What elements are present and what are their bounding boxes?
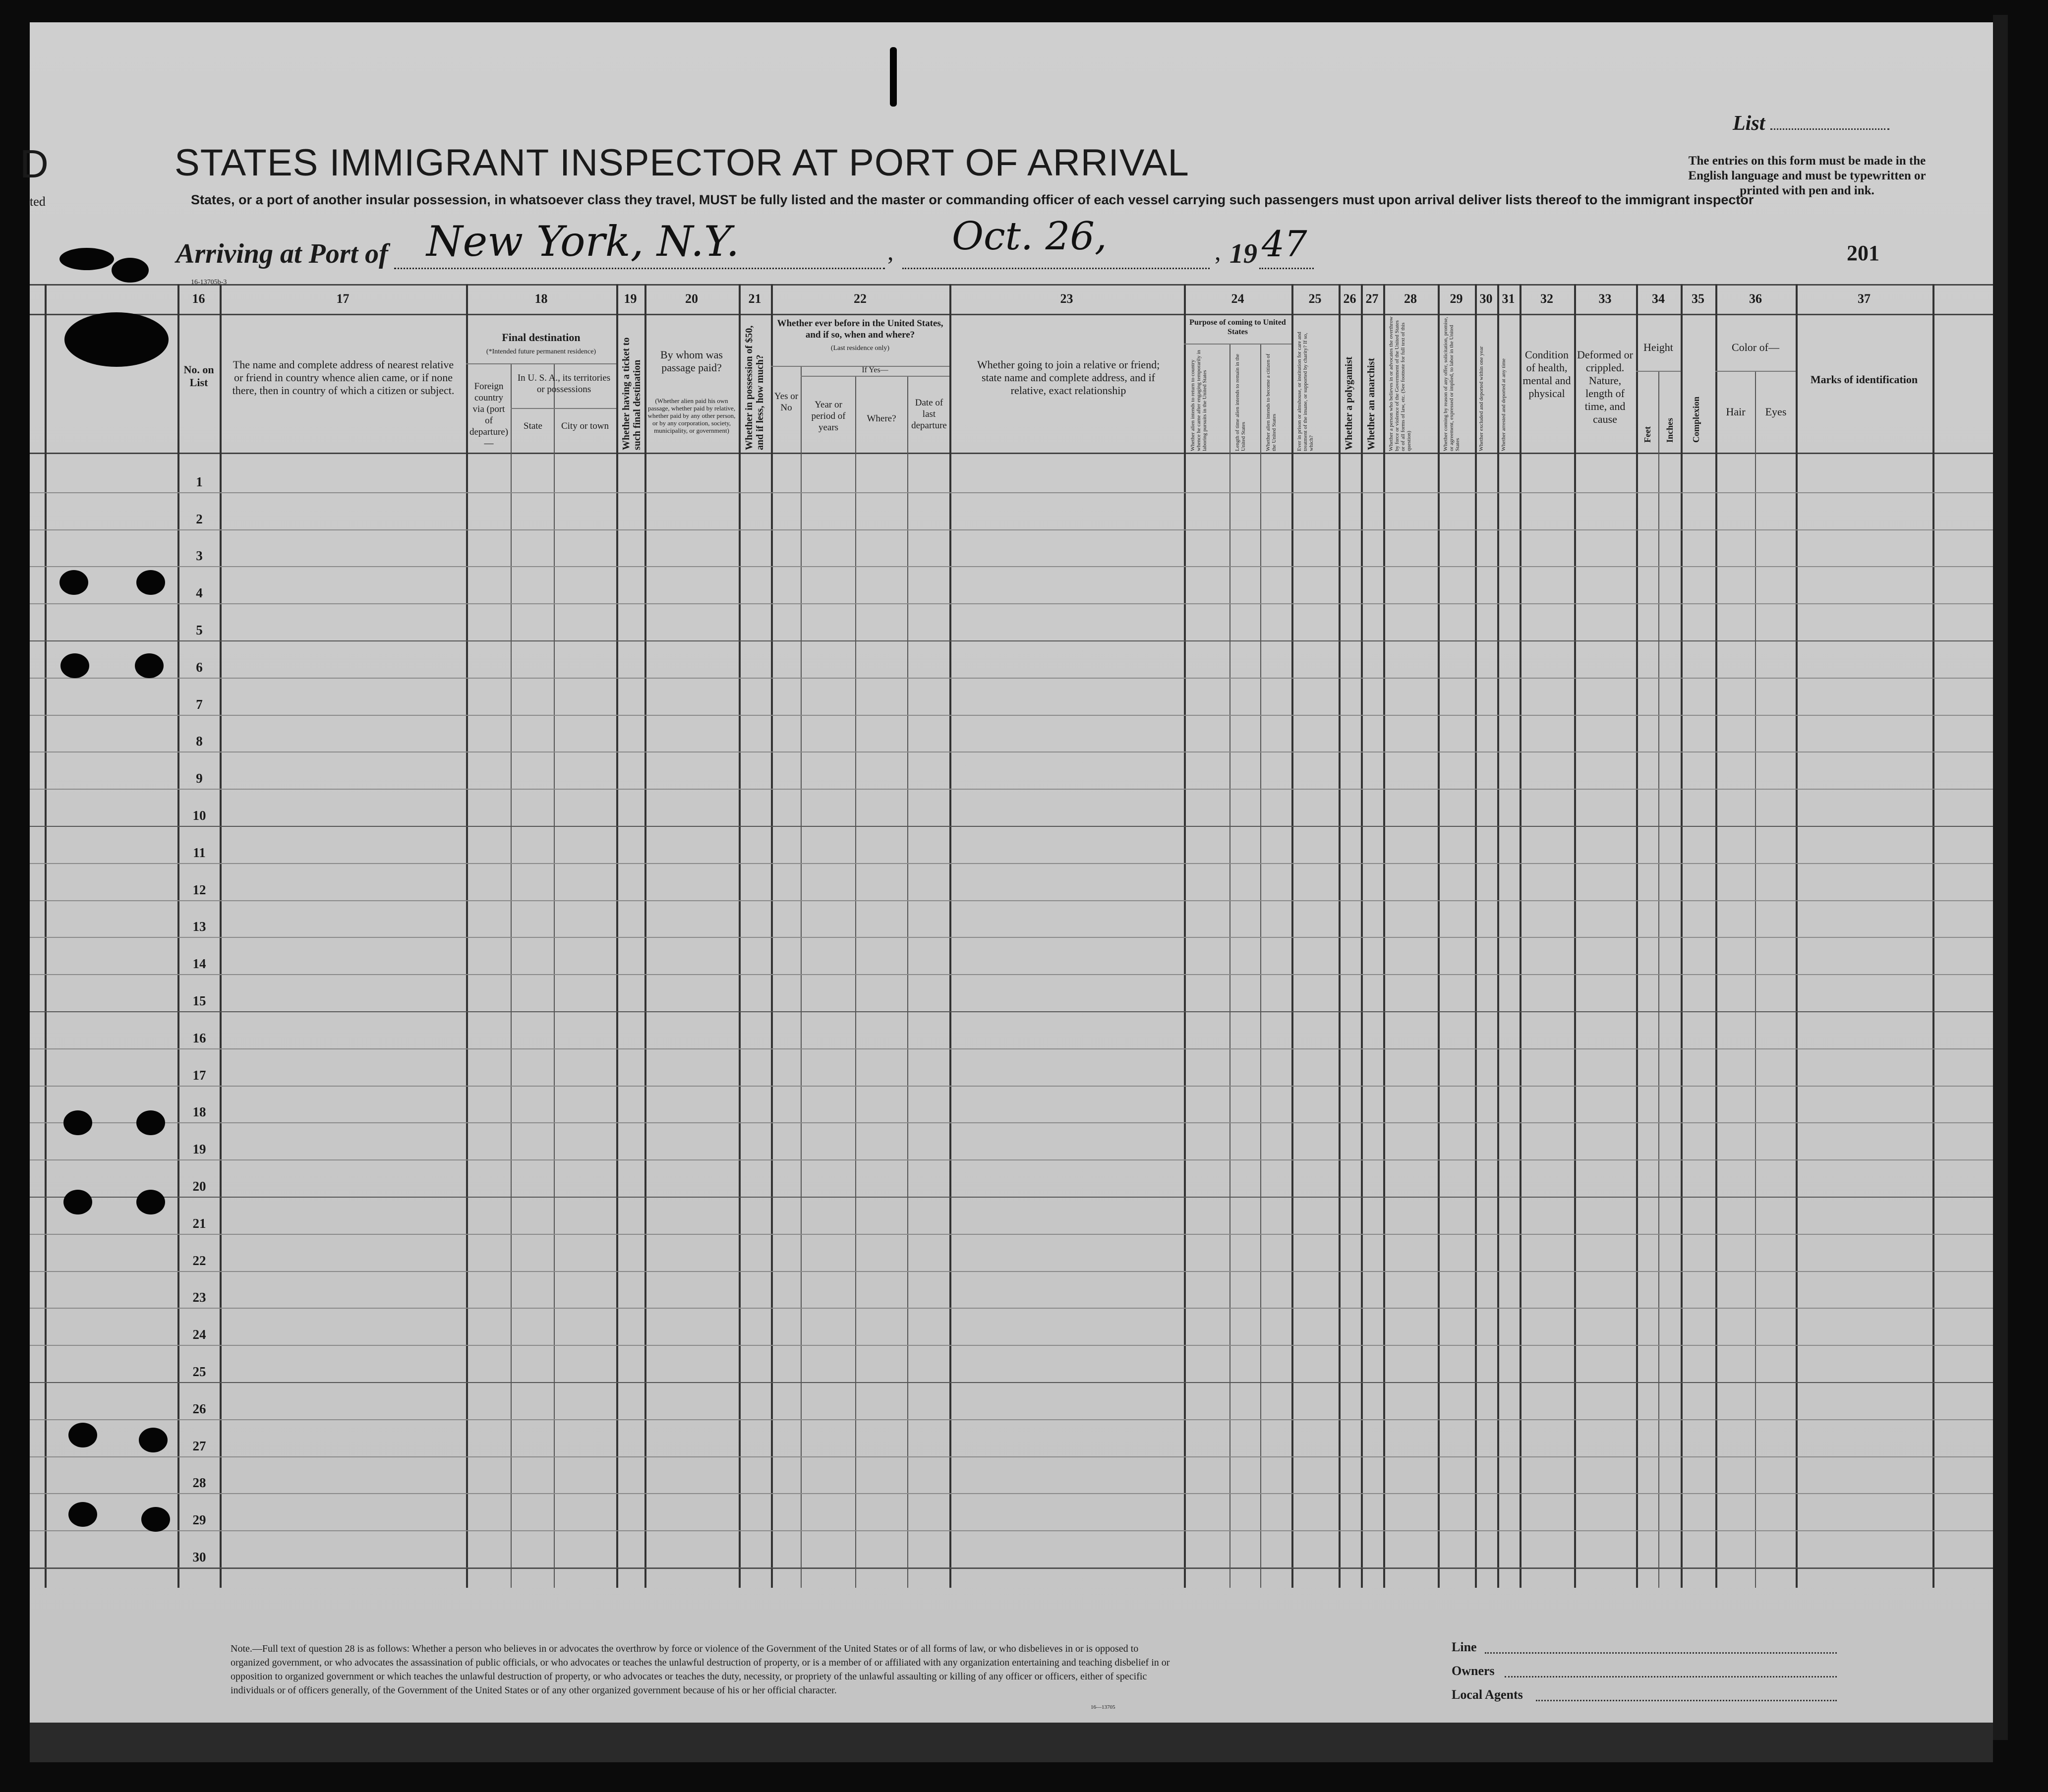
table-row <box>30 566 1993 567</box>
col-rule <box>616 284 618 1588</box>
table-row <box>30 1567 1993 1568</box>
header-city: City or town <box>561 421 609 431</box>
row-number: 6 <box>196 659 203 675</box>
header-bottom-rule <box>30 453 1993 454</box>
date-handwritten: Oct. 26, <box>952 214 1107 259</box>
header-prison: Ever in prison or almshouse, or institution for care and treatment of the insane, or supported by charity? If so, which? <box>1296 332 1314 451</box>
header-deformed: Deformed or crippled. Nature, length of time, and cause <box>1577 348 1633 425</box>
row-number: 10 <box>192 808 206 823</box>
page-title: STATES IMMIGRANT INSPECTOR AT PORT OF ARRIVAL <box>175 142 1189 184</box>
column-number: 20 <box>685 291 698 306</box>
col-rule <box>855 376 856 1588</box>
header-arrested: Whether arrested and deported at any time <box>1501 358 1507 451</box>
table-row <box>30 492 1993 493</box>
table-row <box>30 603 1993 604</box>
col-rule <box>466 284 468 1588</box>
header-if-yes: If Yes— <box>862 366 888 374</box>
column-number: 22 <box>854 291 867 306</box>
list-number-field[interactable] <box>1770 128 1889 130</box>
col-rule <box>1361 284 1363 1588</box>
header-state: State <box>524 421 542 431</box>
cut-off-letter: D <box>20 142 49 186</box>
table-row <box>30 1048 1993 1049</box>
table-row <box>30 937 1993 938</box>
column-number: 23 <box>1060 291 1073 306</box>
header-foreign-country: Foreign country via (port of departure)— <box>469 381 509 449</box>
header-overthrow: Whether a person who believes in or advocates the overthrow by force or violence of the Government of the United States or of all forms of law, etc. (See footnote for full text of this question) <box>1388 316 1412 451</box>
table-row <box>30 1493 1993 1494</box>
row-number: 12 <box>192 882 206 897</box>
column-number: 32 <box>1540 291 1553 306</box>
header-health: Condition of health, mental and physical <box>1522 348 1571 400</box>
column-number: 34 <box>1652 291 1665 306</box>
header-ever-before: Whether ever before in the United States, and if so, when and where? <box>777 318 943 340</box>
sheet-number: 201 <box>1847 241 1879 265</box>
row-number: 4 <box>196 585 203 601</box>
row-number: 25 <box>192 1364 206 1379</box>
table-row <box>30 1011 1993 1012</box>
sub-rule <box>466 363 616 364</box>
col-rule <box>801 366 802 1588</box>
list-label-text: List <box>1733 112 1765 135</box>
row-number: 14 <box>192 956 206 972</box>
column-number: 37 <box>1858 291 1871 306</box>
column-number: 29 <box>1450 291 1463 306</box>
row-number: 11 <box>193 845 206 860</box>
table-row <box>30 974 1993 975</box>
header-purpose-return: Whether alien intends to return to country whence he came after engaging temporarily in laboring pursuits in the United States <box>1190 349 1208 451</box>
row-number: 3 <box>196 548 203 564</box>
punch-hole <box>60 653 89 678</box>
header-complexion: Complexion <box>1691 396 1701 443</box>
header-yes-no: Yes or No <box>774 391 799 413</box>
column-number: 17 <box>336 291 350 306</box>
punch-hole <box>59 248 114 270</box>
col-rule <box>1184 284 1186 1588</box>
sub-rule <box>1636 371 1681 372</box>
row-number: 18 <box>192 1104 206 1120</box>
punch-hole <box>136 570 165 595</box>
column-number: 35 <box>1692 291 1704 306</box>
table-row <box>30 789 1993 790</box>
row-number: 13 <box>192 919 206 934</box>
header-hair: Hair <box>1726 405 1746 418</box>
header-ticket: Whether having a ticket to such final destination <box>621 337 643 450</box>
col-rule <box>1438 284 1440 1588</box>
arriving-label: Arriving at Port of <box>176 238 388 269</box>
col-rule <box>1796 284 1798 1588</box>
header-year-period: Year or period of years <box>811 400 846 433</box>
row-number: 22 <box>192 1253 206 1268</box>
table-row <box>30 1456 1993 1457</box>
punch-hole <box>68 1502 97 1527</box>
column-number: 30 <box>1479 291 1493 306</box>
row-number: 23 <box>192 1290 206 1305</box>
table-row <box>30 1159 1993 1160</box>
port-handwritten: New York, N.Y. <box>426 217 740 266</box>
row-number: 28 <box>192 1475 206 1491</box>
column-number: 33 <box>1598 291 1612 306</box>
table-row <box>30 529 1993 530</box>
table-row <box>30 1234 1993 1235</box>
col-rule <box>45 284 47 1588</box>
column-number: 25 <box>1308 291 1322 306</box>
col-rule <box>1932 284 1934 1588</box>
line-label: Line <box>1452 1640 1477 1654</box>
column-number: 27 <box>1365 291 1379 306</box>
column-number: 18 <box>534 291 548 306</box>
punch-hole <box>136 1110 165 1135</box>
col-rule <box>1475 284 1477 1588</box>
header-feet: Feet <box>1642 426 1652 443</box>
comma-separator-2: , <box>1215 237 1221 265</box>
col-rule <box>554 363 555 1588</box>
col-rule <box>907 376 908 1588</box>
column-number: 36 <box>1749 291 1762 306</box>
header-excluded: Whether excluded and deported within one year <box>1478 346 1484 451</box>
col-rule <box>1658 371 1659 1588</box>
column-number-rule <box>30 314 1993 315</box>
page-subtitle: States, or a port of another insular possession, in whatsoever class they travel, MUST be fully listed and the master or commanding officer of each vessel carrying such passengers must upon arrival deliver lists thereof to the immigrant inspector <box>191 192 1754 207</box>
col-rule <box>644 284 646 1588</box>
punch-hole <box>112 258 149 283</box>
header-ever-before-sub: (Last residence only) <box>830 345 890 352</box>
row-number: 7 <box>196 696 203 712</box>
col-rule <box>1574 284 1576 1588</box>
sub-rule <box>1184 344 1291 345</box>
col-rule <box>1497 284 1499 1588</box>
cut-off-word: ted <box>30 194 46 209</box>
table-row <box>30 1345 1993 1346</box>
punch-hole <box>68 1423 97 1447</box>
table-row <box>30 751 1993 752</box>
table-row <box>30 678 1993 679</box>
col-rule <box>771 284 773 1588</box>
staple-mark <box>890 47 897 107</box>
col-rule <box>1681 284 1683 1588</box>
footer-form-code: 16—13705 <box>1091 1704 1115 1710</box>
sub-rule <box>1715 371 1796 372</box>
punch-hole <box>136 1190 165 1214</box>
line-field[interactable] <box>1485 1652 1837 1654</box>
row-number: 8 <box>196 734 203 749</box>
row-number: 16 <box>192 1030 206 1045</box>
punch-hole <box>135 653 164 678</box>
table-row <box>30 1308 1993 1309</box>
col-rule <box>1291 284 1293 1588</box>
column-number: 28 <box>1404 291 1417 306</box>
table-row <box>30 863 1993 864</box>
col-rule <box>1520 284 1521 1588</box>
row-number: 15 <box>192 993 206 1008</box>
row-number: 5 <box>196 623 203 637</box>
scan-edge <box>1993 15 2008 1740</box>
row-number: 2 <box>196 511 203 526</box>
row-number: 19 <box>192 1142 206 1157</box>
port-field[interactable] <box>394 268 885 269</box>
year-handwritten: 47 <box>1262 223 1307 265</box>
column-number: 31 <box>1502 291 1515 306</box>
header-purpose-citizen: Whether alien intends to become a citizen of the United States <box>1265 353 1277 451</box>
col-rule <box>1339 284 1341 1588</box>
owners-field[interactable] <box>1505 1676 1837 1677</box>
header-anarchist: Whether an anarchist <box>1366 358 1377 450</box>
row-number: 17 <box>192 1067 206 1083</box>
col-rule <box>1383 284 1385 1588</box>
header-purpose-length: Length of time alien intends to remain in the United States <box>1234 353 1246 451</box>
table-row <box>30 1122 1993 1123</box>
table-row <box>30 1530 1993 1531</box>
header-passage-paid: By whom was passage paid? <box>660 348 723 374</box>
header-join-relative: Whether going to join a relative or friend; state name and complete address, and if relative, exact relationship <box>977 358 1160 397</box>
punch-hole <box>63 1190 92 1214</box>
year-prefix: 19 <box>1229 238 1257 269</box>
column-number: 16 <box>192 291 205 306</box>
col-rule <box>511 363 512 1588</box>
table-row <box>30 900 1993 901</box>
sub-rule <box>801 376 949 377</box>
row-number: 27 <box>192 1438 206 1453</box>
local-agents-field[interactable] <box>1536 1700 1837 1701</box>
scan-bottom-edge <box>30 1723 1993 1762</box>
row-number: 1 <box>196 474 203 489</box>
manifest-table <box>30 284 1993 1588</box>
instructions: The entries on this form must be made in the English language and must be typewritten or printed with pen and ink. <box>1688 154 1926 197</box>
header-color-of: Color of— <box>1732 341 1779 353</box>
row-number: 21 <box>192 1215 206 1231</box>
col-rule <box>1755 371 1756 1588</box>
header-possession-50: Whether in possession of $50, and if less, how much? <box>744 325 765 450</box>
header-polygamist: Whether a polygamist <box>1344 356 1354 450</box>
row-number: 26 <box>192 1401 206 1416</box>
header-passage-paid-sub: (Whether alien paid his own passage, whether paid by relative, whether paid by any other person, or by any corporation, society, municipality, or government) <box>647 397 736 434</box>
column-number: 19 <box>624 291 637 306</box>
punch-hole <box>139 1428 168 1452</box>
header-relative-address: The name and complete address of nearest relative or friend in country whence alien came, or if none there, then in country of which a citizen or subject. <box>232 358 455 397</box>
owners-label: Owners <box>1452 1664 1495 1678</box>
header-eyes: Eyes <box>1765 405 1787 418</box>
header-labor-offer: Whether coming by reason of any offer, solicitation, promise, or agreement, expressed or implied, to labor in the United States <box>1443 317 1461 451</box>
table-row <box>30 1382 1993 1383</box>
table-row <box>30 640 1993 641</box>
punch-hole <box>63 1110 92 1135</box>
column-number: 24 <box>1231 291 1244 306</box>
row-number: 29 <box>192 1512 206 1528</box>
col-rule <box>739 284 741 1588</box>
header-no-on-list: No. on List <box>183 363 214 389</box>
column-number: 26 <box>1343 291 1356 306</box>
comma-separator: , <box>887 237 894 265</box>
table-row <box>30 1086 1993 1087</box>
header-height: Height <box>1643 341 1673 353</box>
header-purpose: Purpose of coming to United States <box>1189 318 1286 336</box>
header-in-usa: In U. S. A., its territories or possessions <box>517 373 611 395</box>
table-row <box>30 1271 1993 1272</box>
local-agents-label: Local Agents <box>1452 1687 1523 1702</box>
row-number: 24 <box>192 1327 206 1342</box>
col-rule <box>1636 284 1638 1588</box>
sub-rule <box>511 408 616 409</box>
col-rule <box>1715 284 1717 1588</box>
table-row <box>30 715 1993 716</box>
date-field[interactable] <box>902 268 1210 269</box>
row-number: 30 <box>192 1550 206 1564</box>
header-marks: Marks of identification <box>1810 373 1918 386</box>
column-number: 21 <box>748 291 761 306</box>
year-field[interactable] <box>1259 268 1314 269</box>
punch-hole <box>64 312 169 367</box>
form-code: 16-13705b-3 <box>191 279 227 286</box>
footnote: Note.—Full text of question 28 is as follows: Whether a person who believes in or advocates the overthrow by force or violence of the Government of the United States or of all forms of law, or who disbelieves in or is opposed to organized government, or who advocates the assassination of public officials, or who advocates or teaches the unlawful destruction of property, or is a member of or affiliated with any organization entertaining and teaching disbelief in or opposition to organized government or which teaches the unlawful destruction of property, or who advocates or teaches the duty, necessity, or propriety of the unlawful assaulting or killing of any officer or officers, either of specific individuals or of officers generally, of the Government of the United States or of any other organized government because of his or her official character. <box>231 1643 1170 1696</box>
list-label <box>1733 112 1889 135</box>
header-final-destination-sub: (*Intended future permanent residence) <box>486 348 596 355</box>
header-inches: Inches <box>1665 417 1675 443</box>
header-final-destination: Final destination <box>502 331 581 344</box>
header-date-departure: Date of last departure <box>911 398 947 431</box>
row-number: 9 <box>196 771 203 786</box>
table-row <box>30 1197 1993 1198</box>
header-where: Where? <box>867 413 896 424</box>
row-number: 20 <box>192 1179 206 1194</box>
table-row <box>30 826 1993 827</box>
table-row <box>30 1419 1993 1420</box>
col-rule <box>949 284 951 1588</box>
punch-hole <box>59 570 88 595</box>
punch-hole <box>141 1507 170 1532</box>
